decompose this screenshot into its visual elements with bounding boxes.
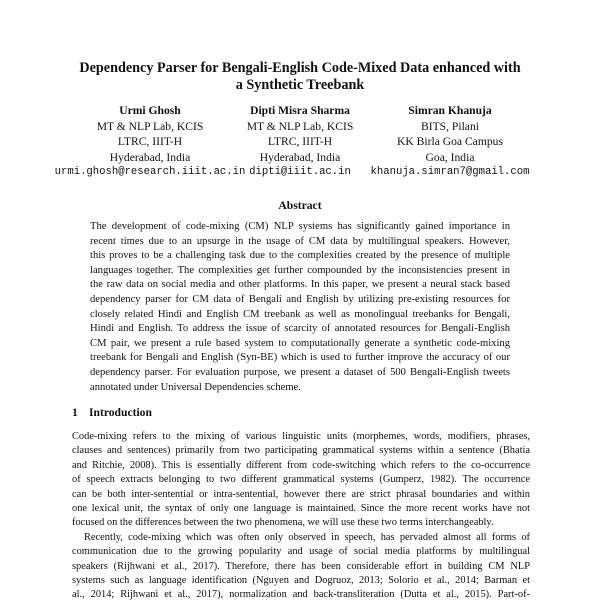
abstract-line: The development of code-mixing (CM) NLP systems has significantly gained importance in — [90, 221, 510, 232]
section-heading — [72, 406, 152, 419]
author-affiliation: LTRC, IIIT-H — [267, 135, 333, 148]
section-number: 1 — [72, 406, 78, 419]
author-affiliation: LTRC, IIIT-H — [117, 135, 183, 148]
abstract-line: annotated under Universal Dependencies scheme. — [90, 381, 301, 393]
section-title: Introduction — [89, 406, 152, 419]
intro-line: one lexical unit, the syntax of only one language is maintained. Since the more recent works have not — [72, 503, 530, 515]
author-location: Goa, India — [425, 150, 475, 164]
author-email: dipti@iiit.ac.in — [249, 166, 351, 178]
intro-line: al., 2014; Rijhwani et al., 2017), normalization and back-transliteration (Dutta et al., 2015). Part-of- — [72, 589, 530, 601]
intro-line: focused on the differences between the two phenomena, we will use these two terms interchangeably. — [72, 517, 494, 529]
intro-line: of speech extracts belonging to two different grammatical systems (Gumperz, 1982). The occurrence — [72, 474, 530, 486]
title-line: a Synthetic Treebank — [235, 77, 365, 93]
author-name: Simran Khanuja — [408, 104, 492, 117]
author-affiliation: MT & NLP Lab, KCIS — [96, 119, 204, 133]
author-email: khanuja.simran7@gmail.com — [370, 166, 530, 178]
abstract-line: closely related Hindi and English CM treebank as well as monolingual treebanks for Bengali, — [90, 308, 510, 320]
abstract-body — [90, 220, 510, 395]
paper-title — [40, 60, 560, 94]
abstract-line: treebank for Bengali and English (Syn-BE) which is used to further improve the accuracy of our — [90, 352, 510, 364]
intro-line: can be both inter-sentential or intra-sentential, however there are strict phrasal boundaries and within — [72, 488, 530, 500]
author-location: Hyderabad, India — [109, 150, 191, 164]
author-name: Urmi Ghosh — [119, 104, 181, 117]
abstract-line: this proves to be a challenging task due to the complexities created by the presence of multiple — [90, 250, 510, 262]
author-affiliation: MT & NLP Lab, KCIS — [246, 119, 354, 133]
abstract-line: the raw data on social media and other platforms. In this paper, we present a neural stack based — [90, 279, 510, 291]
author-affiliation: KK Birla Goa Campus — [397, 135, 503, 148]
abstract-line: languages together. The complexities get further compounded by the inconsistencies present in — [90, 264, 510, 276]
abstract-line: dependency parser. For evaluation purpose, we present a dataset of 500 Bengali-English tweets — [90, 366, 510, 378]
intro-line: Recently, code-mixing which was often only observed in speech, has pervaded almost all forms of — [84, 531, 530, 543]
author-email: urmi.ghosh@research.iiit.ac.in — [54, 166, 246, 178]
abstract-line: dependency parser for CM data of Bengali and English by utilizing pre-existing resources for — [90, 293, 510, 305]
author-name: Dipti Misra Sharma — [250, 104, 350, 117]
intro-line: Code-mixing refers to the mixing of various linguistic units (morphemes, words, modifiers, phrases, — [72, 431, 530, 442]
author-location: Hyderabad, India — [259, 150, 341, 164]
title-line: Dependency Parser for Bengali-English Code-Mixed Data enhanced with — [79, 60, 521, 76]
abstract-line: recent times due to an upsurge in the usage of CM data by multilingual speakers. However, — [90, 235, 510, 247]
intro-line: and Ritchie, 2008). This is essentially different from code-switching which refers to the co-occurrence — [72, 459, 530, 471]
intro-line: systems such as language identification (Nguyen and Dogruoz, 2013; Solorio et al., 2014; Barman et — [72, 575, 530, 587]
abstract-line: Hindi and English. To address the issue of scarcity of annotated resources for Bengali-English — [90, 323, 510, 335]
intro-line: speakers (Rijhwani et al., 2017). Therefore, there has been considerable effort in building CM NLP — [72, 560, 530, 572]
intro-line: clauses and sentences) primarily from two participating grammatical systems within a sentence (Bhatia — [72, 445, 530, 457]
author-affiliation: BITS, Pilani — [421, 119, 479, 133]
intro-line: communication due to the growing popularity and usage of social media platforms by multilingual — [72, 546, 530, 558]
abstract-line: CM pair, we present a rule based system to computationally generate a synthetic code-mixing — [90, 337, 510, 349]
abstract-heading: Abstract — [278, 199, 322, 212]
intro-body — [72, 430, 530, 603]
author-block — [350, 103, 550, 181]
